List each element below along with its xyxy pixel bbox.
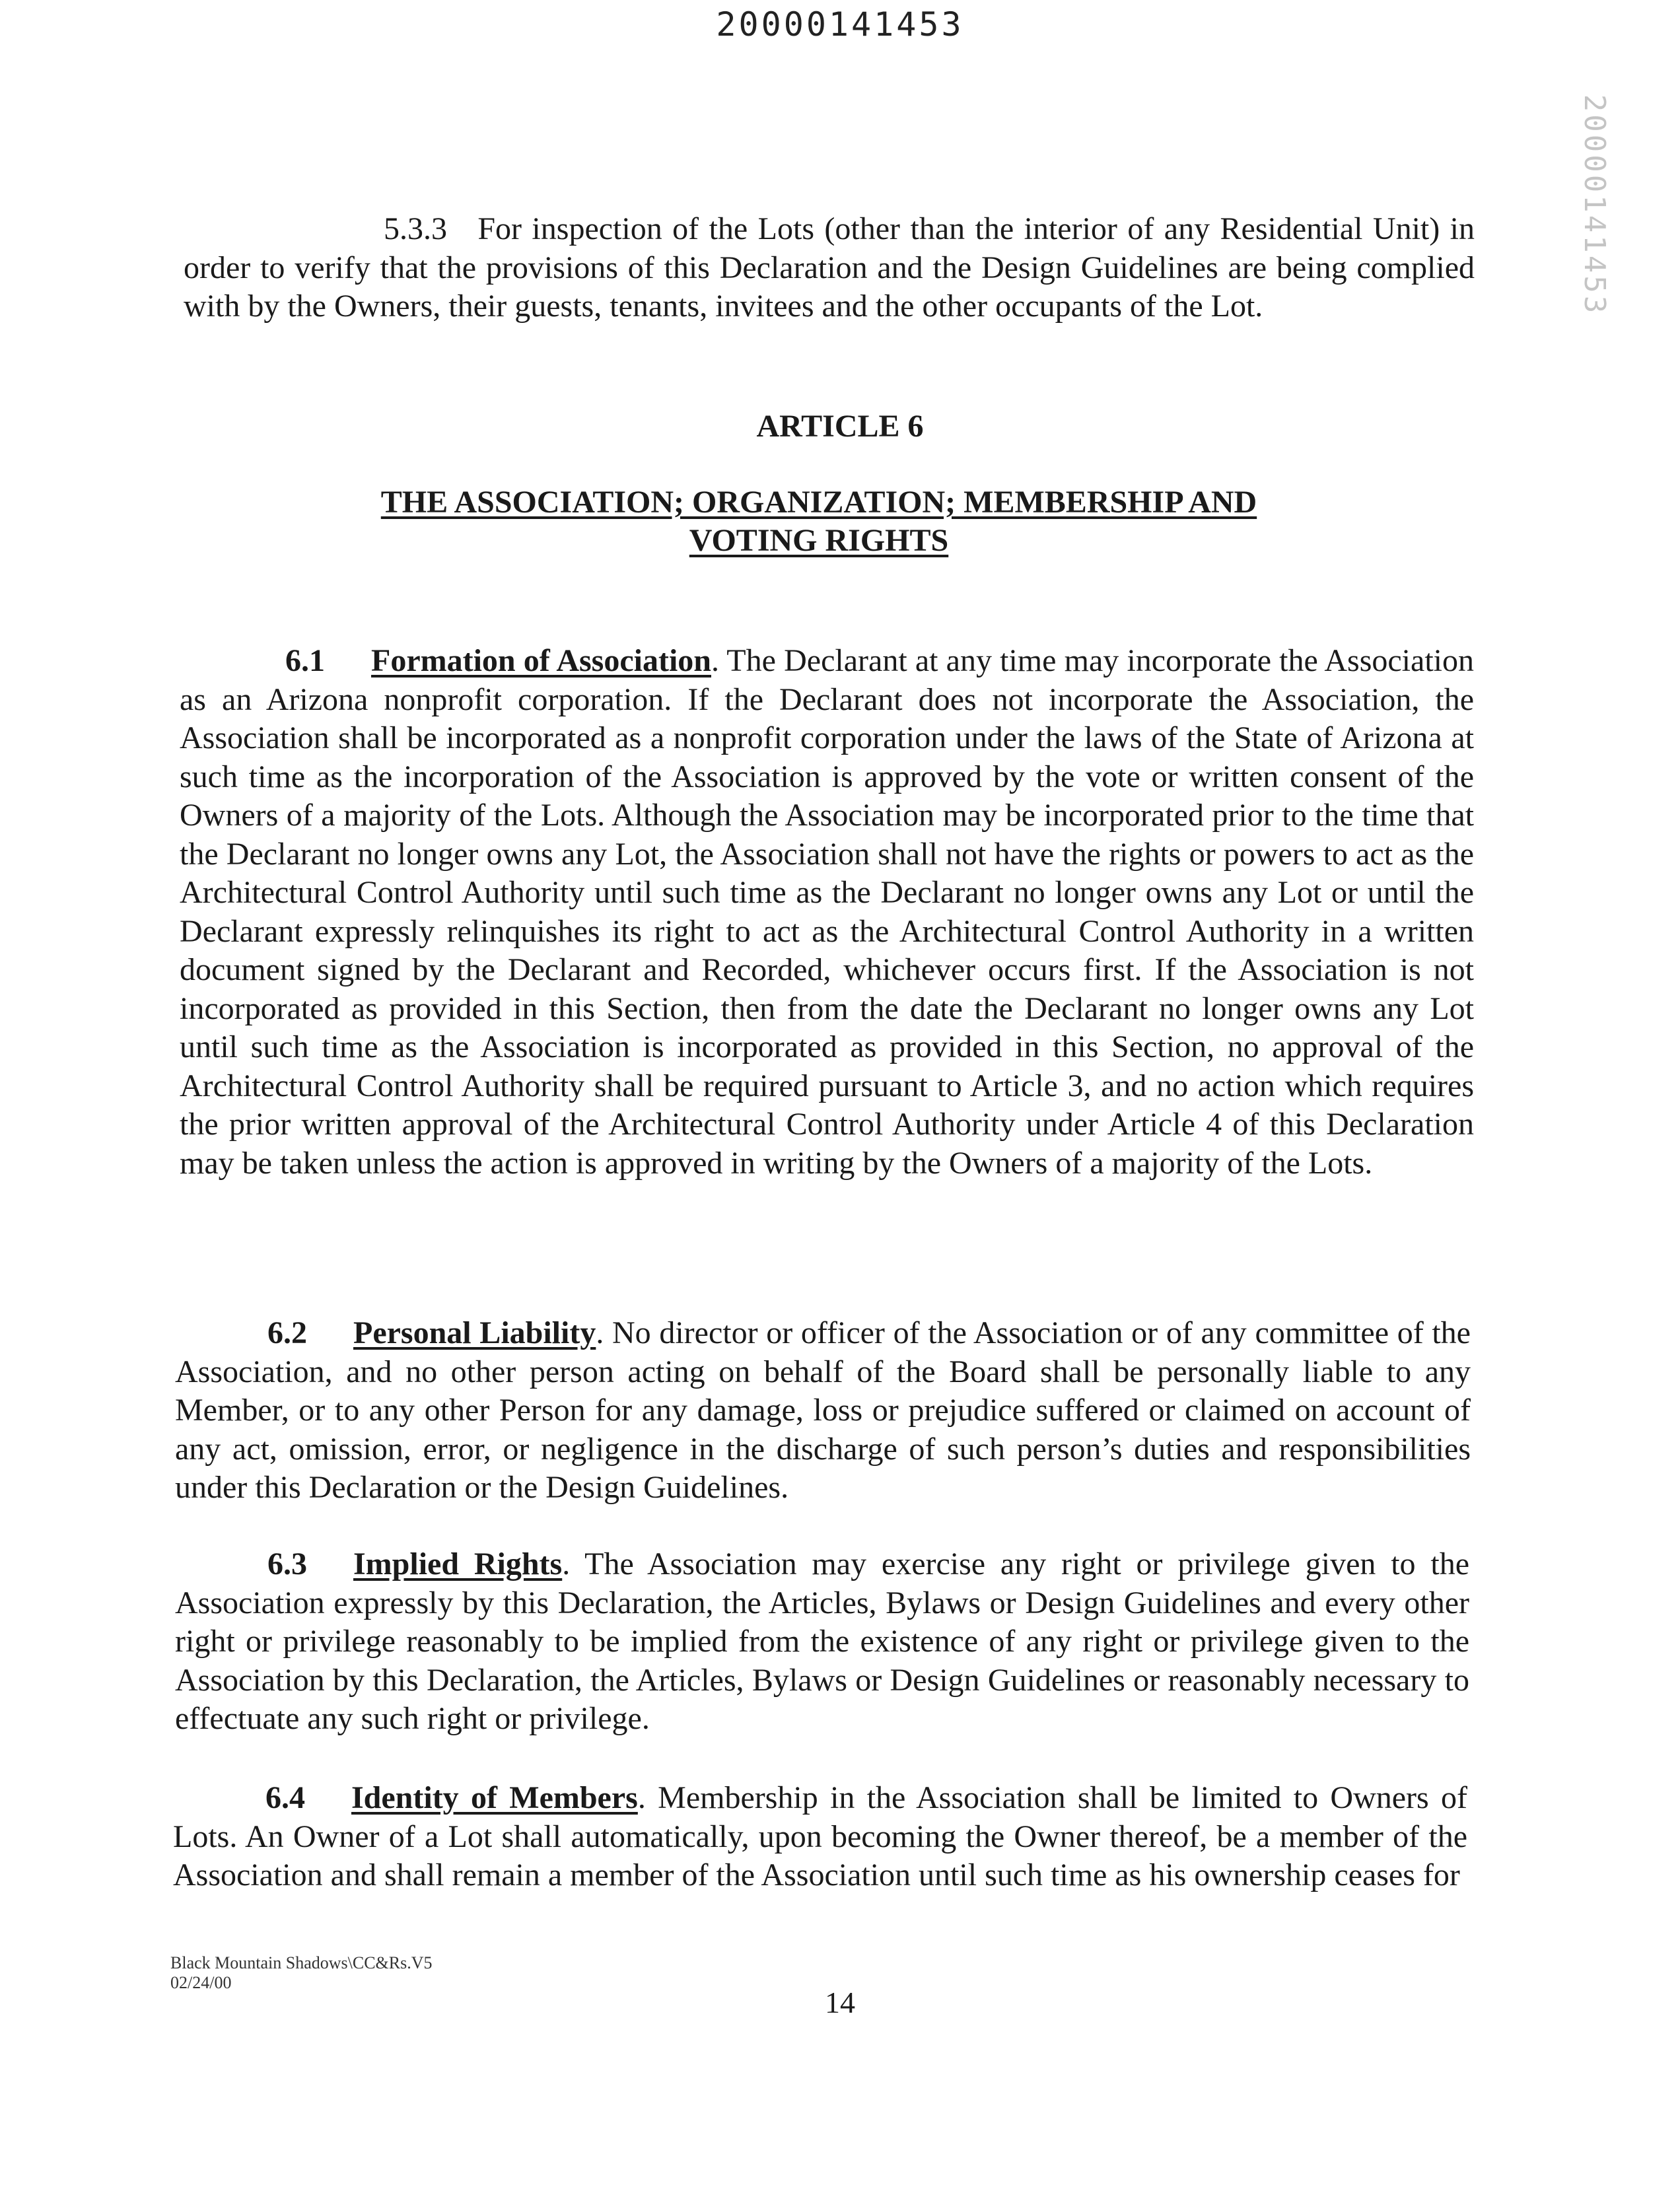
margin-recording-stamp [1578, 92, 1611, 317]
footer-file-name: Black Mountain Shadows\CC&Rs.V5 [170, 1953, 433, 1972]
section-6-2 [175, 1314, 1471, 1508]
section-text: . Membership in the Association shall be limited to Owners of Lots. An Owner of a Lot shall automatically, upon becoming the Owner thereof, be a member of the Association and shall remain a member of the Association until such time as his ownership ceases for [173, 1780, 1467, 1892]
section-6-4 [173, 1779, 1467, 1895]
section-6-3 [175, 1545, 1469, 1739]
section-number: 6.3 [267, 1546, 307, 1581]
section-heading: Formation of Association [371, 643, 711, 678]
document-number: 20000141453 [716, 5, 964, 44]
section-number: 6.2 [267, 1315, 307, 1350]
article-subtitle: THE ASSOCIATION; ORGANIZATION; MEMBERSHIP AND VOTING RIGHTS [380, 485, 1257, 558]
page-number: 14 [825, 1986, 855, 2019]
section-6-1 [180, 642, 1474, 1183]
section-5-3-3 [184, 210, 1475, 326]
section-number: 6.4 [265, 1780, 305, 1815]
section-text: . The Declarant at any time may incorporate the Association as an Arizona nonprofit corporation. If the Declarant does not incorporate the Association, the Association shall be incorporated as a nonprofit corporation under the laws of the State of Arizona at such time as the incorporation of the Association is approved by the vote or written consent of the Owners of a majority of the Lots. Although the Association may be incorporated prior to the time that the Declarant no longer owns any Lot, the Association shall not have the rights or powers to act as the Architectural Control Authority until such time as the Declarant no longer owns any Lot or until the Declarant expressly relinquishes its right to act as the Architectural Control Authority in a written document signed by the Declarant and Recorded, whichever occurs first. If the Association is not incorporated as provided in this Section, then from the date the Declarant no longer owns any Lot until such time as the Association is incorporated as provided in this Section, no approval of the Architectural Control Authority shall be required pursuant to Article 3, and no action which requires the prior written approval of the Architectural Control Authority under Article 4 of this Declaration may be taken unless the action is approved in writing by the Owners of a majority of the Lots. [180, 643, 1474, 1181]
section-heading: Personal Liability [353, 1315, 596, 1350]
section-heading: Identity of Members [351, 1780, 638, 1815]
margin-stamp-text: 20000141453 [1578, 94, 1612, 316]
article-title: ARTICLE 6 [756, 409, 924, 444]
section-text: . No director or officer of the Association or of any committee of the Association, and no other person acting on behalf of the Board shall be personally liable to any Member, or to any other Person for any damage, loss or prejudice suffered or claimed on account of any act, omission, error, or negligence in the discharge of such person’s duties and responsibilities under this Declaration or the Design Guidelines. [175, 1315, 1471, 1505]
section-text: For inspection of the Lots (other than the interior of any Residential Unit) in order to verify that the provisions of this Declaration and the Design Guidelines are being complied with by the Owners, their guests, tenants, invitees and the other occupants of the Lot. [184, 211, 1475, 324]
section-heading: Implied Rights [353, 1546, 563, 1581]
footer-date: 02/24/00 [170, 1973, 232, 1992]
section-number: 6.1 [285, 643, 325, 678]
section-text: . The Association may exercise any right or privilege given to the Association expressly by this Declaration, the Articles, Bylaws or Design Guidelines and every other right or privilege reasonably to be implied from the existence of any right or privilege given to the Association by this Declaration, the Articles, Bylaws or Design Guidelines or reasonably necessary to effectuate any such right or privilege. [175, 1546, 1470, 1736]
section-number: 5.3.3 [384, 211, 447, 246]
